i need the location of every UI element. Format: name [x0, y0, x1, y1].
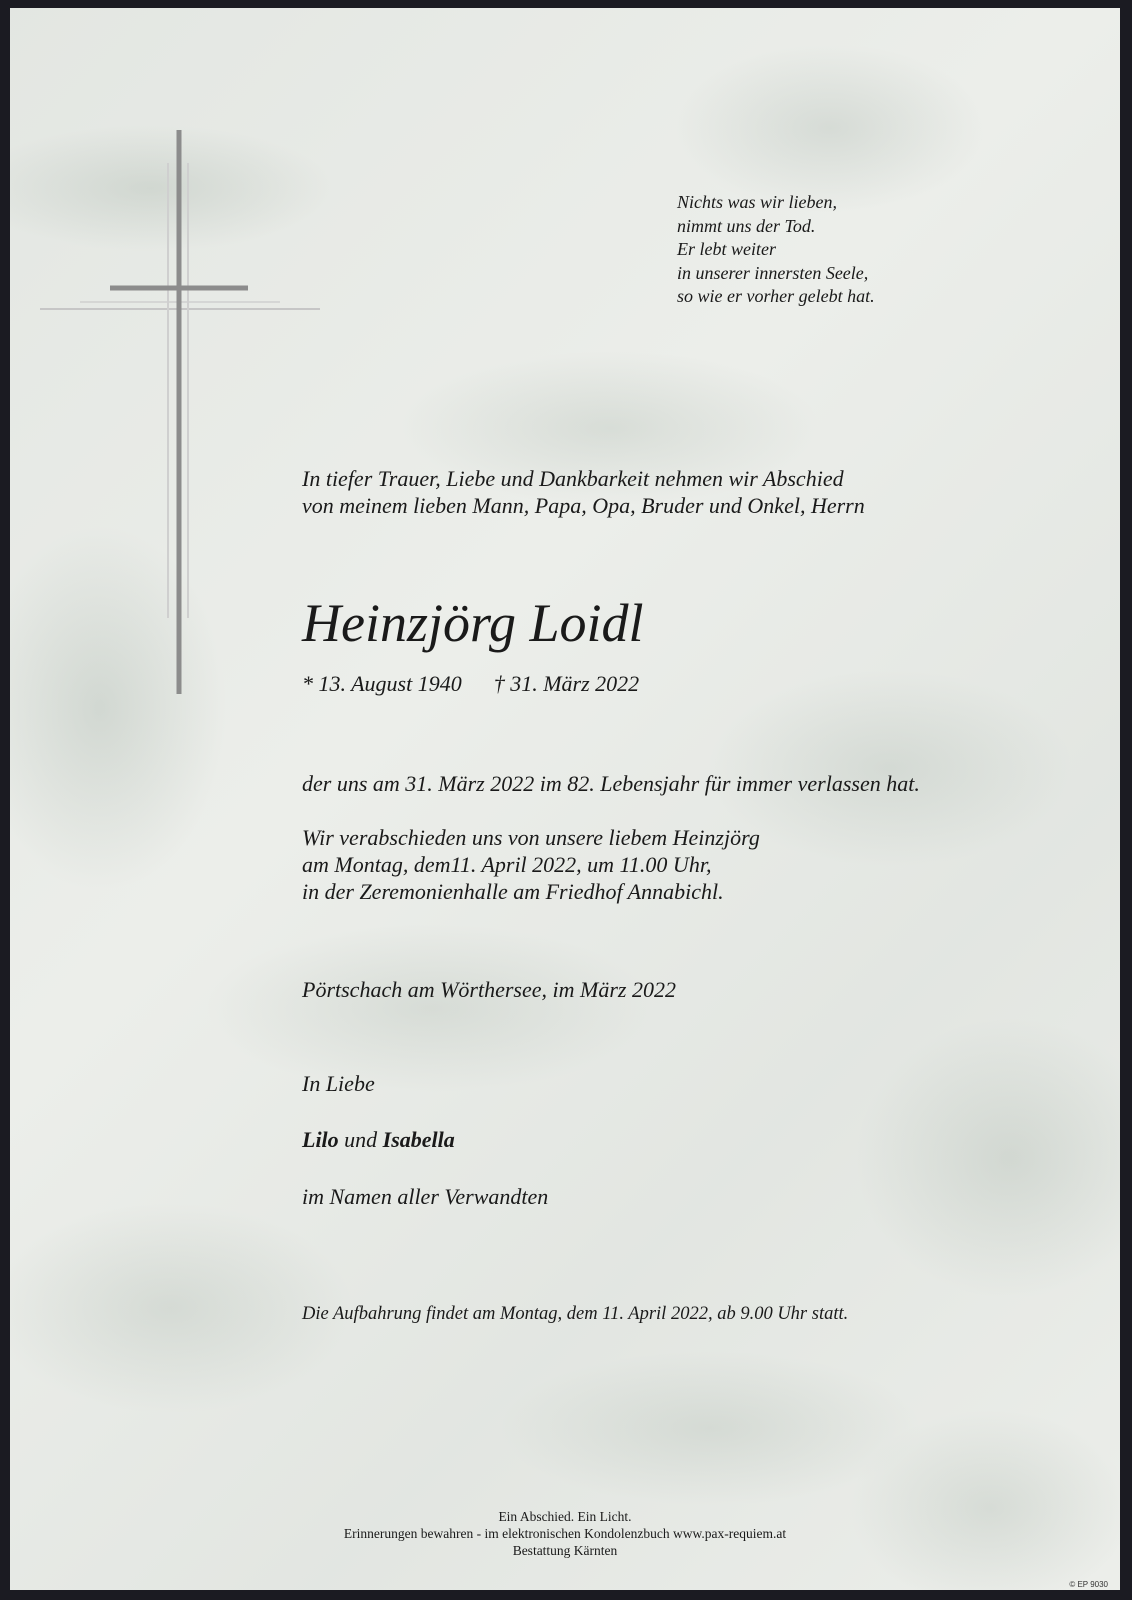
life-dates [302, 670, 639, 698]
intro-line: von meinem lieben Mann, Papa, Opa, Bruder und Onkel, Herrn [302, 493, 865, 518]
place-date: Pörtschach am Wörthersee, im März 2022 [302, 977, 676, 1002]
poem-line: Nichts was wir lieben, [677, 192, 838, 212]
footer-line: Bestattung Kärnten [512, 1543, 618, 1558]
birth-date: * 13. August 1940 [302, 671, 462, 696]
footer-line: Ein Abschied. Ein Licht. [498, 1509, 632, 1524]
viewing-note: Die Aufbahrung findet am Montag, dem 11. April 2022, ab 9.00 Uhr statt. [302, 1304, 849, 1324]
intro-text [302, 465, 865, 519]
farewell-line: am Montag, dem11. April 2022, um 11.00 Uhr, [302, 852, 712, 877]
farewell-line: in der Zeremonienhalle am Friedhof Annabichl. [302, 879, 724, 904]
in-love-text: In Liebe [302, 1071, 375, 1096]
death-date: † 31. März 2022 [493, 671, 640, 696]
signer-name: Isabella [382, 1127, 455, 1152]
copyright-mark: © EP 9030 [1069, 1580, 1108, 1589]
footer-line: Erinnerungen bewahren - im elektronischen Kondolenzbuch www.pax-requiem.at [343, 1526, 787, 1541]
poem [677, 191, 875, 309]
poem-line: in unserer innersten Seele, [677, 262, 869, 283]
intro-line: In tiefer Trauer, Liebe und Dankbarkeit nehmen wir Abschied [302, 466, 844, 491]
farewell-text [302, 824, 760, 905]
relatives-text: im Namen aller Verwandten [302, 1184, 549, 1209]
passed-text: der uns am 31. März 2022 im 82. Lebensjahr für immer verlassen hat. [302, 771, 920, 796]
signers [302, 1126, 455, 1154]
cross-icon [10, 8, 340, 708]
signer-connector: und [344, 1127, 378, 1152]
poem-line: nimmt uns der Tod. [677, 215, 816, 236]
farewell-line: Wir verabschieden uns von unsere liebem Heinzjörg [302, 825, 760, 850]
footer [10, 1508, 1120, 1559]
obituary-page [10, 8, 1120, 1590]
signer-name: Lilo [302, 1127, 339, 1152]
poem-line: Er lebt weiter [677, 239, 776, 259]
deceased-name: Heinzjörg Loidl [302, 593, 644, 653]
poem-line: so wie er vorher gelebt hat. [677, 286, 875, 306]
